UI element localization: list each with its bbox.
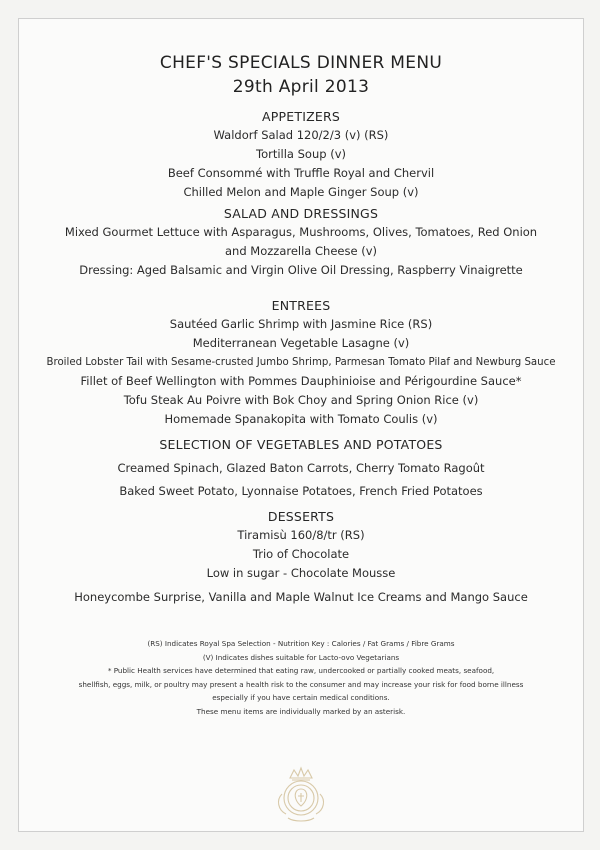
section-desserts — [19, 508, 583, 607]
menu-item: Fillet of Beef Wellington with Pommes Dauphinioise and Périgourdine Sauce* — [80, 374, 522, 388]
menu-item: Sautéed Garlic Shrimp with Jasmine Rice (RS) — [169, 317, 433, 331]
menu-item: Mediterranean Vegetable Lasagne (v) — [192, 336, 410, 350]
menu-item: Mixed Gourmet Lettuce with Asparagus, Mushrooms, Olives, Tomatoes, Red Onion — [64, 225, 538, 239]
menu-page — [18, 18, 584, 832]
section-heading: SALAD AND DRESSINGS — [223, 206, 379, 221]
menu-item: Dressing: Aged Balsamic and Virgin Olive Oil Dressing, Raspberry Vinaigrette — [79, 263, 523, 277]
menu-item: Broiled Lobster Tail with Sesame-crusted Jumbo Shrimp, Parmesan Tomato Pilaf and Newburg Sauce — [46, 357, 556, 368]
menu-item: Tofu Steak Au Poivre with Bok Choy and Spring Onion Rice (v) — [123, 393, 479, 407]
section-heading: DESSERTS — [267, 509, 335, 524]
cunard-crest-icon — [270, 764, 332, 826]
section-entrees — [19, 297, 583, 429]
menu-item: Creamed Spinach, Glazed Baton Carrots, Cherry Tomato Ragoût — [117, 461, 485, 475]
section-heading: SELECTION OF VEGETABLES AND POTATOES — [159, 437, 443, 452]
menu-item: Low in sugar - Chocolate Mousse — [206, 566, 396, 580]
section-heading: APPETIZERS — [262, 109, 340, 124]
section-appetizers — [19, 108, 583, 202]
footnote: (RS) Indicates Royal Spa Selection - Nutrition Key : Calories / Fat Grams / Fibre Grams — [147, 639, 455, 648]
menu-item: Honeycombe Surprise, Vanilla and Maple Walnut Ice Creams and Mango Sauce — [74, 590, 528, 604]
menu-item: Baked Sweet Potato, Lyonnaise Potatoes, French Fried Potatoes — [119, 484, 483, 498]
footnote: These menu items are individually marked by an asterisk. — [196, 706, 406, 716]
section-salad-and-dressings — [19, 205, 583, 280]
menu-title: CHEF'S SPECIALS DINNER MENU — [159, 53, 443, 73]
footnote: especially if you have certain medical conditions. — [212, 693, 390, 702]
menu-item: Trio of Chocolate — [252, 547, 350, 561]
menu-item: Beef Consommé with Truffle Royal and Chervil — [167, 166, 435, 180]
section-vegetables-and-potatoes — [19, 436, 583, 501]
footnote: shellfish, eggs, milk, or poultry may present a health risk to the consumer and may increase your risk for food borne illness — [78, 679, 524, 689]
menu-item: Tiramisù 160/8/tr (RS) — [237, 528, 365, 542]
menu-item: Tortilla Soup (v) — [256, 147, 346, 161]
footnote: (V) Indicates dishes suitable for Lacto-ovo Vegetarians — [202, 652, 400, 662]
menu-item: and Mozzarella Cheese (v) — [225, 244, 377, 258]
section-heading: ENTREES — [271, 298, 331, 313]
footnote: * Public Health services have determined that eating raw, undercooked or partially cooked meats, seafood, — [107, 666, 495, 675]
menu-date: 29th April 2013 — [232, 77, 370, 97]
menu-footnotes — [19, 637, 583, 718]
menu-item: Chilled Melon and Maple Ginger Soup (v) — [183, 185, 419, 199]
menu-item: Waldorf Salad 120/2/3 (v) (RS) — [213, 128, 389, 142]
menu-item: Homemade Spanakopita with Tomato Coulis (v) — [164, 412, 438, 426]
